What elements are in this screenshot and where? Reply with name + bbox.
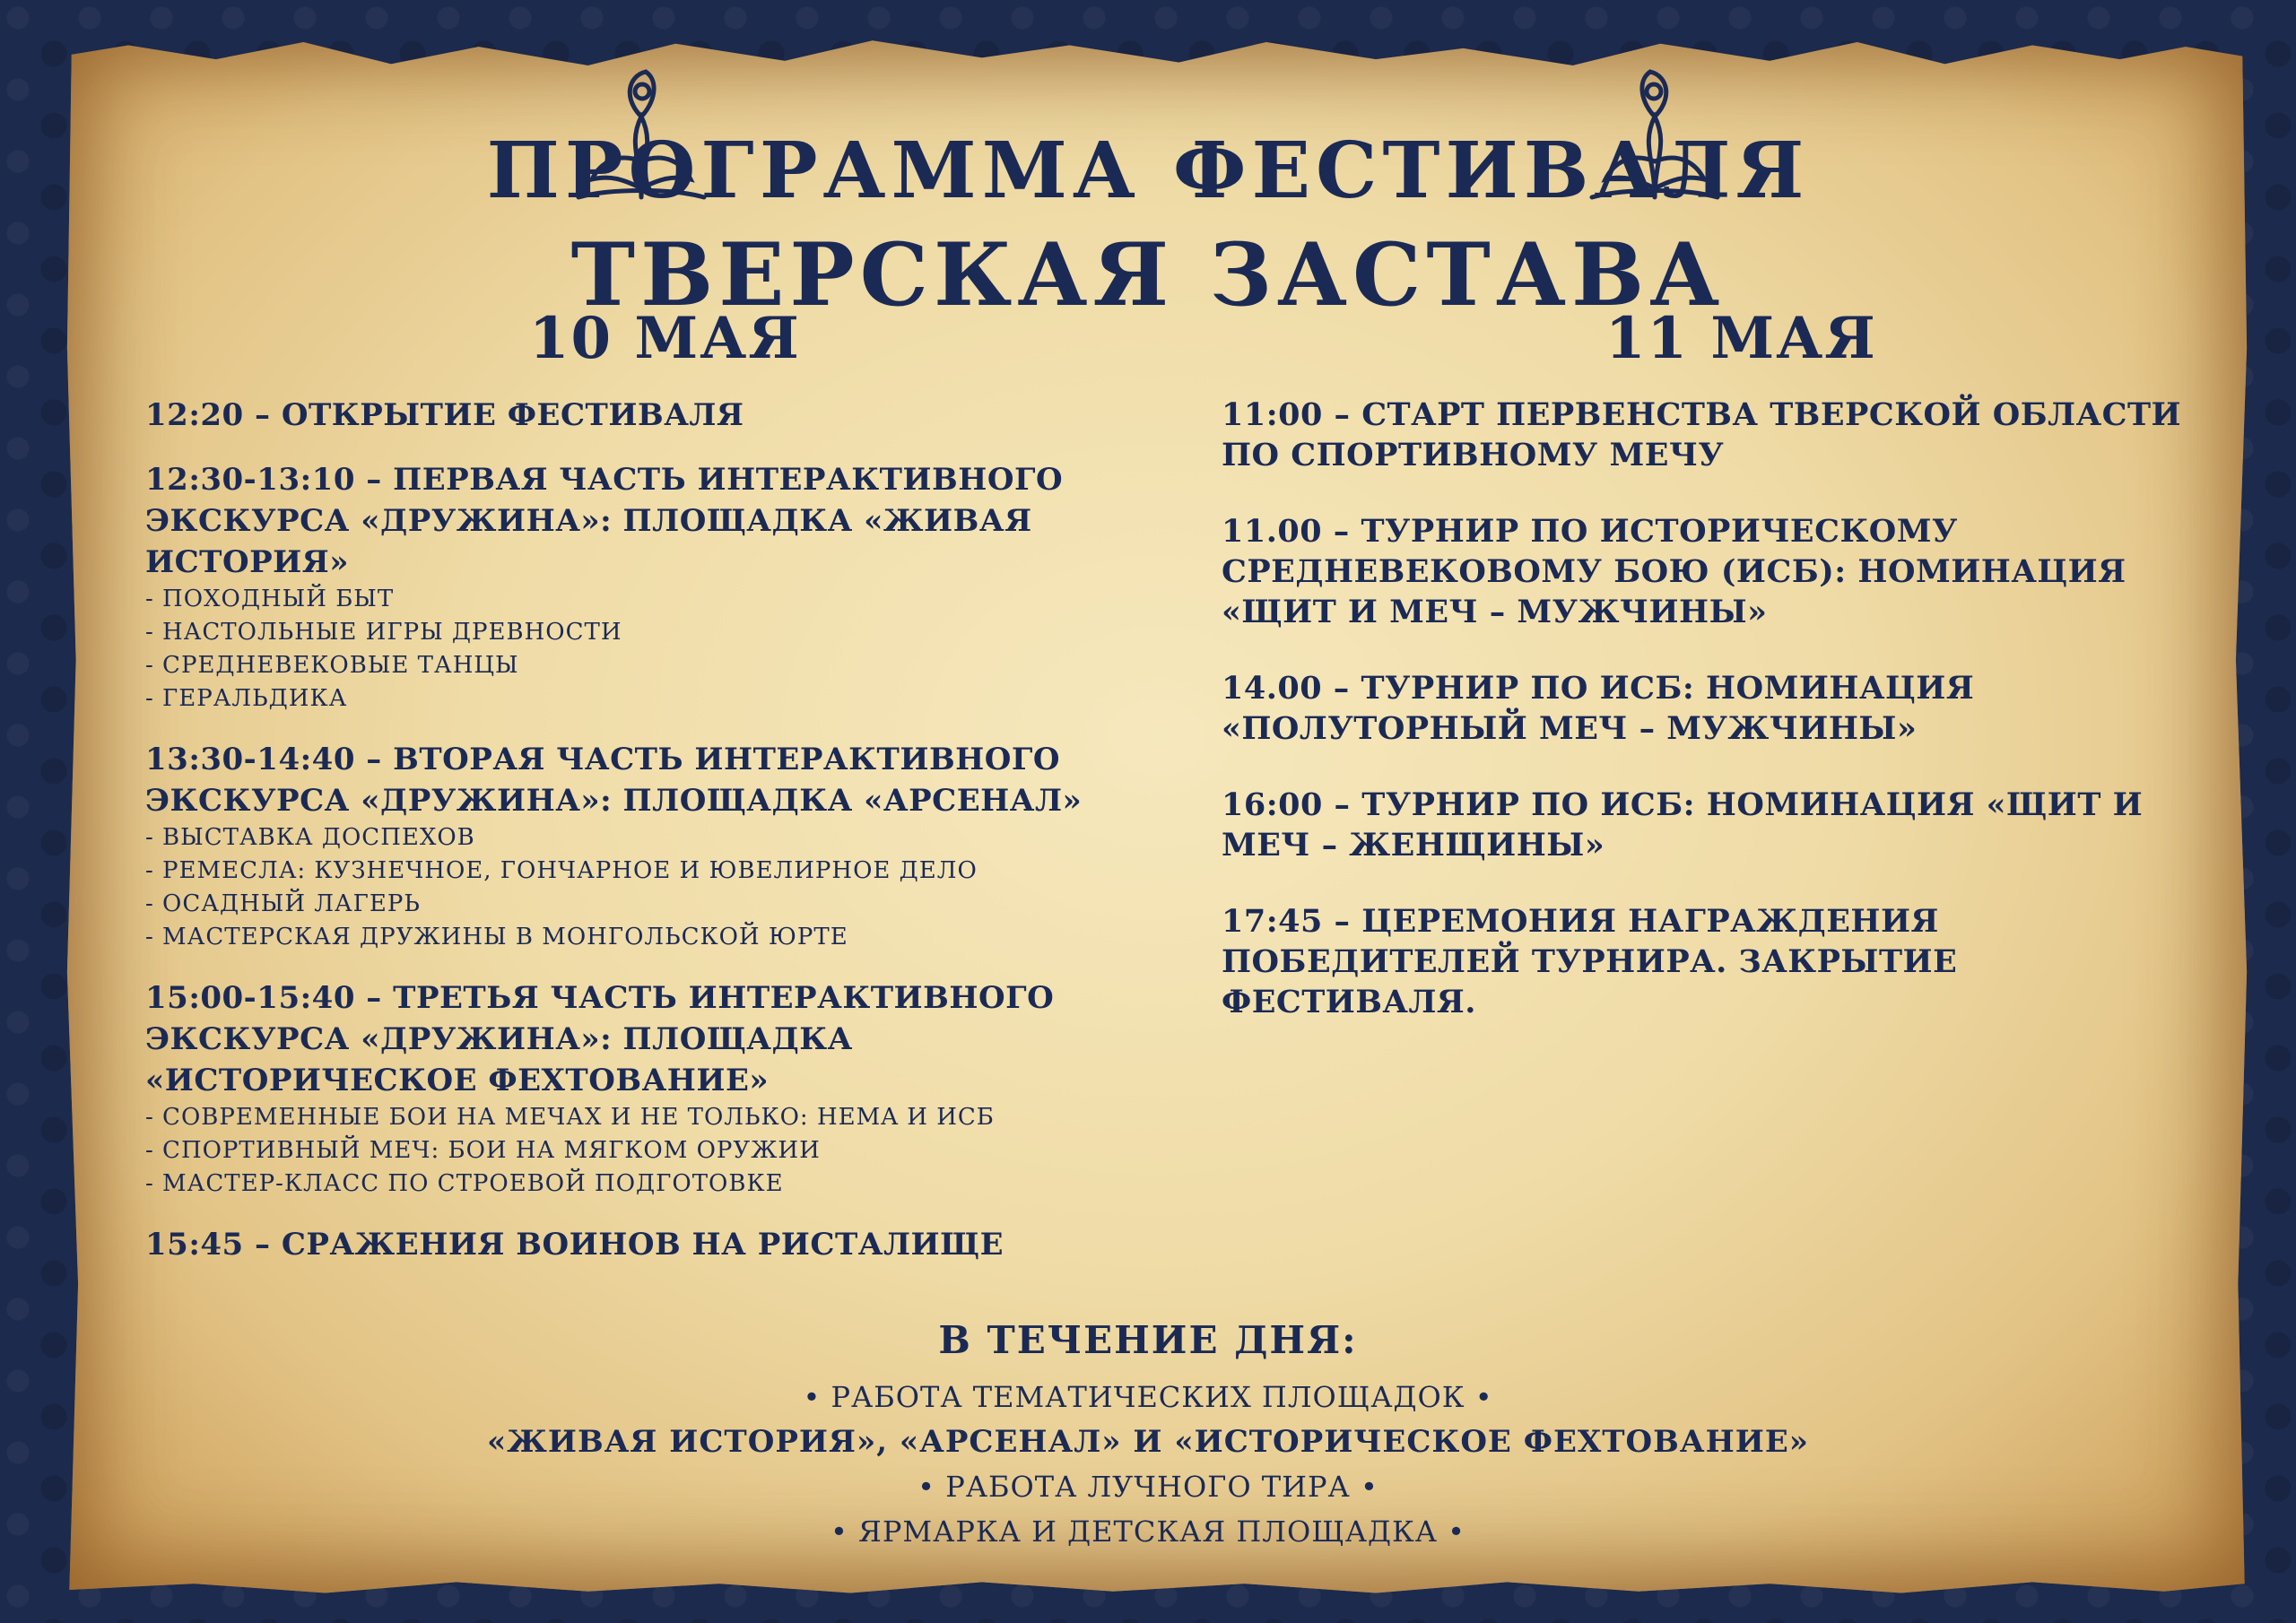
event-item: - ОСАДНЫЙ ЛАГЕРЬ	[145, 890, 421, 917]
day2-heading: 11 МАЯ	[1605, 305, 1877, 372]
schedule-entry	[1222, 395, 2208, 475]
event-title: 12:20 – ОТКРЫТИЕ ФЕСТИВАЛЯ	[145, 397, 744, 433]
schedule-entry	[145, 977, 1132, 1201]
all-day-section	[0, 1318, 2296, 1554]
event-item: - СРЕДНЕВЕКОВЫЕ ТАНЦЫ	[145, 652, 519, 679]
day1-schedule	[145, 395, 1132, 1289]
schedule-entry	[145, 459, 1132, 716]
event-title: 17:45 – ЦЕРЕМОНИЯ НАГРАЖДЕНИЯ ПОБЕДИТЕЛЕЙ ТУРНИРА. ЗАКРЫТИЕ ФЕСТИВАЛЯ.	[1222, 903, 1958, 1020]
event-item: - СПОРТИВНЫЙ МЕЧ: БОИ НА МЯГКОМ ОРУЖИИ	[145, 1137, 821, 1164]
event-title: 15:00-15:40 – ТРЕТЬЯ ЧАСТЬ ИНТЕРАКТИВНОГО ЭКСКУРСА «ДРУЖИНА»: ПЛОЩАДКА «ИСТОРИЧЕСКОЕ ФЕХТОВАНИЕ»	[145, 980, 1055, 1098]
all-day-item: • РАБОТА ЛУЧНОГО ТИРА •	[918, 1470, 1378, 1504]
all-day-item: • ЯРМАРКА И ДЕТСКАЯ ПЛОЩАДКА •	[830, 1515, 1466, 1549]
schedule-entry	[1222, 785, 2208, 865]
event-item: - ВЫСТАВКА ДОСПЕХОВ	[145, 824, 475, 851]
event-item: - МАСТЕРСКАЯ ДРУЖИНЫ В МОНГОЛЬСКОЙ ЮРТЕ	[145, 924, 848, 950]
event-title: 13:30-14:40 – ВТОРАЯ ЧАСТЬ ИНТЕРАКТИВНОГО ЭКСКУРСА «ДРУЖИНА»: ПЛОЩАДКА «АРСЕНАЛ»	[145, 742, 1083, 819]
day2-schedule	[1222, 395, 2208, 1058]
event-title: 14.00 – ТУРНИР ПО ИСБ: НОМИНАЦИЯ «ПОЛУТОРНЫЙ МЕЧ – МУЖЧИНЫ»	[1222, 670, 1975, 747]
all-day-title: В ТЕЧЕНИЕ ДНЯ:	[938, 1318, 1358, 1362]
schedule-entry	[145, 739, 1132, 954]
schedule-entry	[145, 1224, 1132, 1265]
event-item: - ПОХОДНЫЙ БЫТ	[145, 586, 395, 612]
schedule-entry	[1222, 511, 2208, 632]
event-title: 11.00 – ТУРНИР ПО ИСТОРИЧЕСКОМУ СРЕДНЕВЕКОВОМУ БОЮ (ИСБ): НОМИНАЦИЯ «ЩИТ И МЕЧ – МУЖЧИНЫ»	[1222, 513, 2126, 630]
event-title: 16:00 – ТУРНИР ПО ИСБ: НОМИНАЦИЯ «ЩИТ И МЕЧ – ЖЕНЩИНЫ»	[1222, 786, 2144, 864]
all-day-item: • РАБОТА ТЕМАТИЧЕСКИХ ПЛОЩАДОК •	[803, 1380, 1493, 1414]
page-subtitle: ТВЕРСКАЯ ЗАСТАВА	[570, 224, 1726, 325]
event-item: - ГЕРАЛЬДИКА	[145, 685, 348, 712]
page-title: ПРОГРАММА ФЕСТИВАЛЯ	[486, 126, 1810, 216]
event-title: 11:00 – СТАРТ ПЕРВЕНСТВА ТВЕРСКОЙ ОБЛАСТИ ПО СПОРТИВНОМУ МЕЧУ	[1222, 396, 2182, 473]
event-item: - СОВРЕМЕННЫЕ БОИ НА МЕЧАХ И НЕ ТОЛЬКО: HEMA И ИСБ	[145, 1104, 995, 1131]
schedule-entry	[1222, 901, 2208, 1022]
day1-heading: 10 МАЯ	[529, 305, 801, 372]
event-item: - РЕМЕСЛА: КУЗНЕЧНОЕ, ГОНЧАРНОЕ И ЮВЕЛИРНОЕ ДЕЛО	[145, 857, 978, 884]
all-day-item: «ЖИВАЯ ИСТОРИЯ», «АРСЕНАЛ» И «ИСТОРИЧЕСКОЕ ФЕХТОВАНИЕ»	[486, 1424, 1809, 1460]
event-title: 15:45 – СРАЖЕНИЯ ВОИНОВ НА РИСТАЛИЩЕ	[145, 1227, 1004, 1263]
event-title: 12:30-13:10 – ПЕРВАЯ ЧАСТЬ ИНТЕРАКТИВНОГО ЭКСКУРСА «ДРУЖИНА»: ПЛОЩАДКА «ЖИВАЯ ИСТОРИЯ»	[145, 462, 1064, 580]
schedule-entry	[1222, 668, 2208, 749]
event-item: - НАСТОЛЬНЫЕ ИГРЫ ДРЕВНОСТИ	[145, 619, 622, 646]
event-item: - МАСТЕР-КЛАСС ПО СТРОЕВОЙ ПОДГОТОВКЕ	[145, 1170, 784, 1197]
schedule-entry	[145, 395, 1132, 436]
